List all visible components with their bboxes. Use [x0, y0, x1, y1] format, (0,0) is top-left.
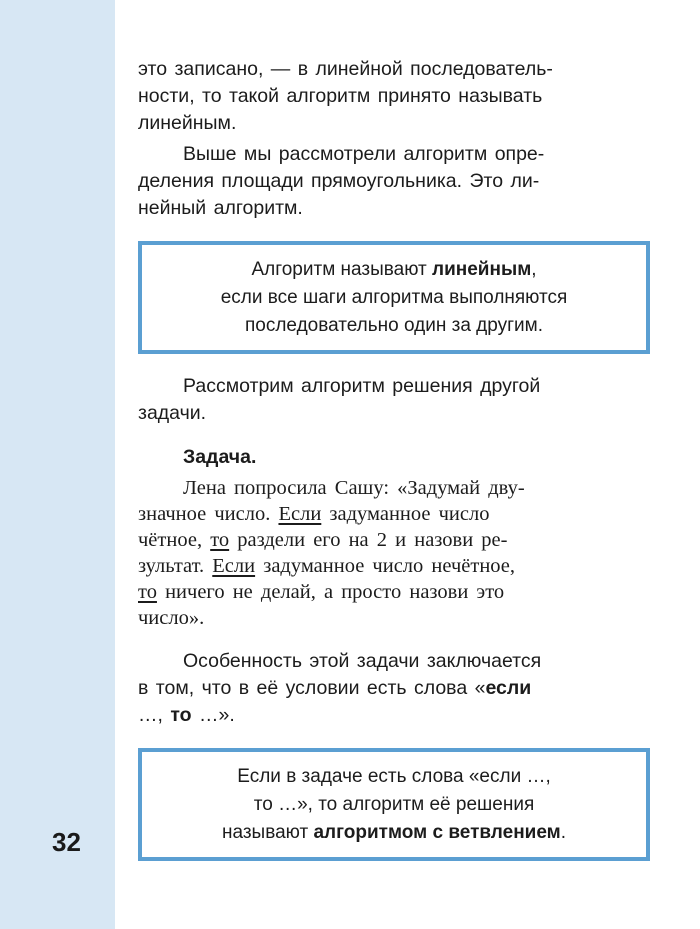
keyword-then: то — [210, 529, 230, 551]
text-line: Выше мы рассмотрели алгоритм опре- — [183, 143, 545, 165]
page-content — [138, 56, 650, 861]
text-line: ности, то такой алгоритм принято называть — [138, 85, 543, 107]
text-line: в том, что в её условии есть слова «если — [138, 677, 532, 699]
page-number: 32 — [52, 827, 81, 857]
text-line: Лена попросила Сашу: «Задумай дву- — [183, 477, 525, 499]
text-line: называют алгоритмом с ветвлением. — [222, 822, 566, 843]
keyword-if-bold: если — [485, 677, 532, 699]
text-line: деления площади прямоугольника. Это ли- — [138, 170, 540, 192]
page-margin-sidebar — [0, 0, 115, 929]
text-line: значное число. Если задуманное число — [138, 503, 490, 525]
keyword-then: то — [138, 581, 157, 603]
term-branching-algorithm: алгоритмом с ветвлением — [313, 822, 561, 843]
task-text — [138, 475, 650, 631]
keyword-if: Если — [212, 555, 256, 577]
paragraph-rectangle-area — [138, 141, 650, 222]
text-line: Если в задаче есть слова «если …, — [237, 766, 551, 787]
text-line: то …», то алгоритм её решения — [253, 794, 535, 815]
text-line: нейный алгоритм. — [138, 197, 303, 219]
text-line: …, то …». — [138, 704, 235, 726]
term-linear: линейным — [432, 259, 532, 280]
text-line: Особенность этой задачи заключается — [183, 650, 542, 672]
paragraph-next-task — [138, 373, 650, 427]
text-line: то ничего не делай, а просто назови это — [138, 581, 505, 603]
keyword-then-bold: то — [170, 704, 192, 726]
text-line: число». — [138, 607, 205, 629]
text-line: зультат. Если задуманное число нечётное, — [138, 555, 516, 577]
text-line: Алгоритм называют линейным, — [251, 259, 537, 280]
definition-box-linear — [138, 241, 650, 354]
text-line: это записано, — в линейной последователь- — [138, 58, 553, 80]
text-line: линейным. — [138, 112, 237, 134]
definition-box-branching — [138, 748, 650, 861]
text-line: если все шаги алгоритма выполняются — [220, 287, 568, 308]
paragraph-task-feature — [138, 648, 650, 729]
paragraph-linear-intro — [138, 56, 650, 137]
task-heading: Задача. — [183, 446, 257, 468]
text-line: Рассмотрим алгоритм решения другой — [183, 375, 541, 397]
text-line: последовательно один за другим. — [244, 315, 544, 336]
keyword-if: Если — [278, 503, 322, 525]
text-line: задачи. — [138, 402, 207, 424]
text-line: чётное, то раздели его на 2 и назови ре- — [138, 529, 508, 551]
